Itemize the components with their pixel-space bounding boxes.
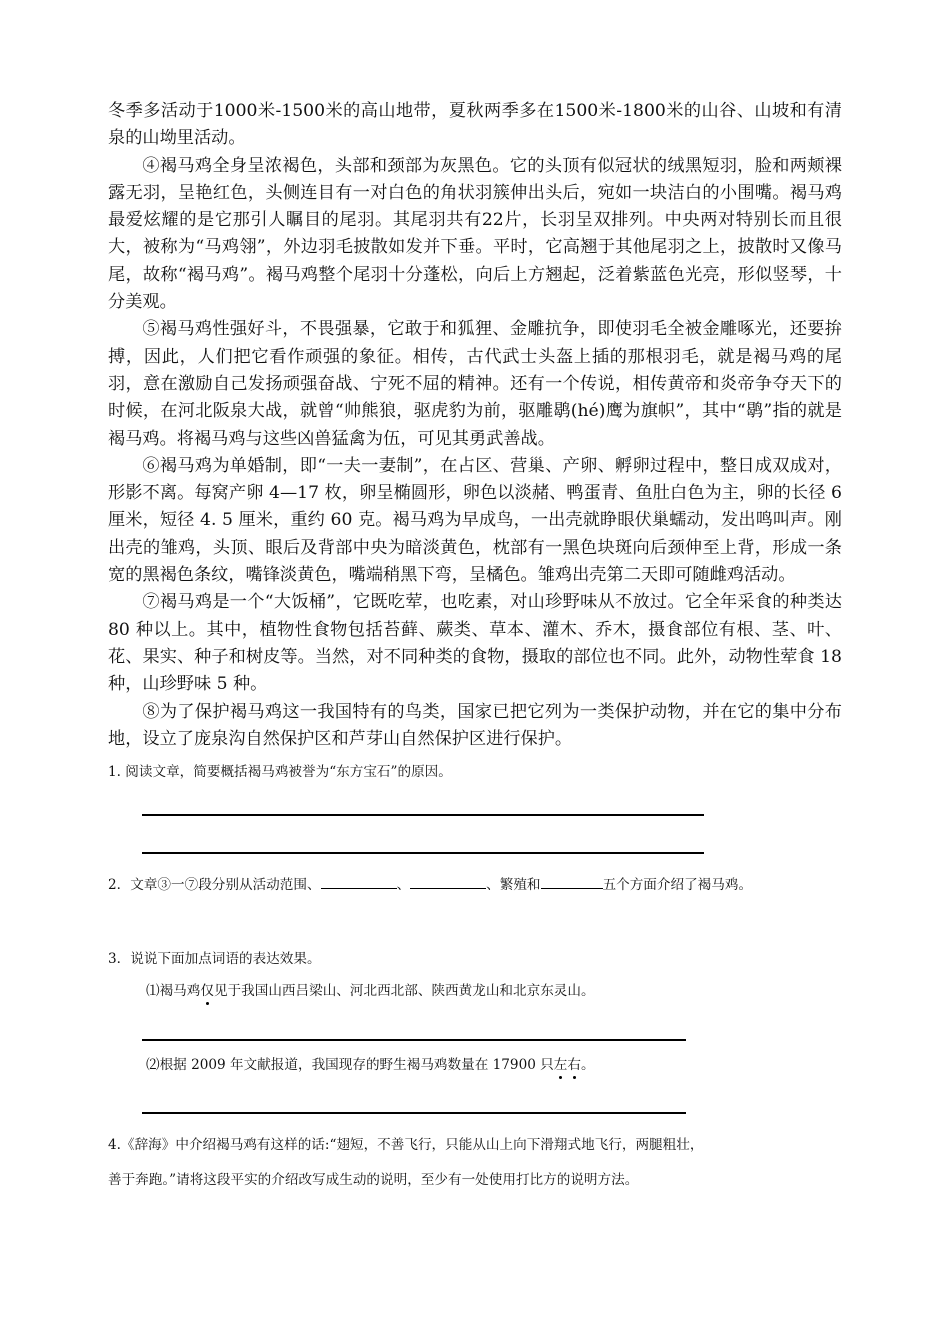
question-3-2-text-b: 。: [580, 1057, 595, 1073]
emphasized-word-zuo: 左: [553, 1057, 568, 1073]
paragraph-4: ④褐马鸡全身呈浓褐色，头部和颈部为灰黑色。它的头顶有似冠状的绒黑短羽，脸和两颊裸露无羽，呈艳红色，头侧连目有一对白色的角状羽簇伸出头后，宛如一块洁白的小围嘴。褐马鸡最爱炫耀的是它那引人瞩目的尾羽。其尾羽共有22片，长羽呈双排列。中央两对特别长而且很大，被称为“马鸡翎”，外边羽毛披散如发并下垂。平时，它高翘于其他尾羽之上，披散时又像马尾，故称“褐马鸡”。褐马鸡整个尾羽十分蓬松，向后上方翘起，泛着紫蓝色光亮，形似竖琴，十分美观。: [108, 155, 842, 313]
question-1: 1. 阅读文章，简要概括褐马鸡被誉为“东方宝石”的原因。: [108, 764, 452, 780]
paragraph-continued: 冬季多活动于1000米-1500米的高山地带，夏秋两季多在1500米-1800米的山谷、山坡和有清泉的山坳里活动。: [108, 101, 842, 149]
question-2-text-b: 、: [396, 877, 411, 893]
question-2: [108, 874, 752, 895]
answer-line-q3-2[interactable]: [142, 1112, 686, 1114]
answer-line-q1-2[interactable]: [142, 852, 704, 854]
paragraph-5: ⑤褐马鸡性强好斗，不畏强暴，它敢于和狐狸、金雕抗争，即使羽毛全被金雕啄光，还要拚搏，因此，人们把它看作顽强的象征。相传，古代武士头盔上插的那根羽毛，就是褐马鸡的尾羽，意在激励自己发扬顽强奋战、宁死不屈的精神。还有一个传说，相传黄帝和炎帝争夺天下的时候，在河北阪泉大战，就曾“帅熊狼，驱虎豹为前，驱雕鹖(hé)鹰为旗帜”，其中“鹖”指的就是褐马鸡。将褐马鸡与这些凶兽猛禽为伍，可见其勇武善战。: [108, 319, 842, 449]
document-page: [108, 98, 842, 753]
answer-line-q3-1[interactable]: [142, 1039, 686, 1041]
question-4-line-1: 4.《辞海》中介绍褐马鸡有这样的话:“翅短，不善飞行，只能从山上向下滑翔式地飞行，两腿粗壮，: [108, 1137, 704, 1153]
blank-q2-1[interactable]: [321, 874, 397, 889]
question-2-text-a: 2．文章③一⑦段分别从活动范围、: [108, 877, 321, 893]
paragraph-6: ⑥褐马鸡为单婚制，即“一夫一妻制”，在占区、营巢、产卵、孵卵过程中，整日成双成对，形影不离。每窝产卵 4—17 枚，卵呈椭圆形，卵色以淡赭、鸭蛋青、鱼肚白色为主，卵的长径 6 厘米，短径 4. 5 厘米，重约 60 克。褐马鸡为早成鸟，一出壳就睁眼伏巢蠕动，发出鸣叫声。刚出壳的雏鸡，头顶、眼后及背部中央为暗淡黄色，枕部有一黑色块斑向后颈伸至上背，形成一条宽的黑褐色条纹，嘴锋淡黄色，嘴端稍黑下弯，呈橘色。雏鸡出壳第二天即可随雌鸡活动。: [108, 455, 842, 586]
question-3-1-text-a: ⑴褐马鸡: [146, 983, 201, 999]
paragraph-8: ⑧为了保护褐马鸡这一我国特有的鸟类，国家已把它列为一类保护动物，并在它的集中分布地，设立了庞泉沟自然保护区和芦芽山自然保护区进行保护。: [108, 701, 842, 749]
question-2-text-d: 五个方面介绍了褐马鸡。: [602, 877, 753, 893]
answer-line-q1-1[interactable]: [142, 814, 704, 816]
question-3: 3．说说下面加点词语的表达效果。: [108, 951, 321, 967]
question-4-line-2: 善于奔跑。”请将这段平实的介绍改写成生动的说明，至少有一处使用打比方的说明方法。: [108, 1172, 639, 1188]
question-2-text-c: 、繁殖和: [486, 877, 541, 893]
blank-q2-3[interactable]: [541, 874, 603, 889]
question-3-2-text-a: ⑵根据 2009 年文献报道，我国现存的野生褐马鸡数量在 17900 只: [146, 1057, 554, 1073]
paragraph-7: ⑦褐马鸡是一个“大饭桶”，它既吃荤，也吃素，对山珍野味从不放过。它全年采食的种类达 80 种以上。其中，植物性食物包括苔藓、蕨类、草本、灌木、乔木，摄食部位有根、茎、叶、花、果实、种子和树皮等。当然，对不同种类的食物，摄取的部位也不同。此外，动物性荤食 18 种，山珍野味 5 种。: [108, 592, 842, 695]
question-3-1-text-b: 见于我国山西吕梁山、河北西北部、陕西黄龙山和北京东灵山。: [213, 983, 595, 999]
question-3-2: [146, 1055, 595, 1075]
blank-q2-2[interactable]: [410, 874, 486, 889]
emphasized-word-you: 右: [567, 1057, 581, 1073]
emphasized-word-jin: 仅: [200, 983, 214, 999]
question-3-1: [146, 981, 595, 1001]
